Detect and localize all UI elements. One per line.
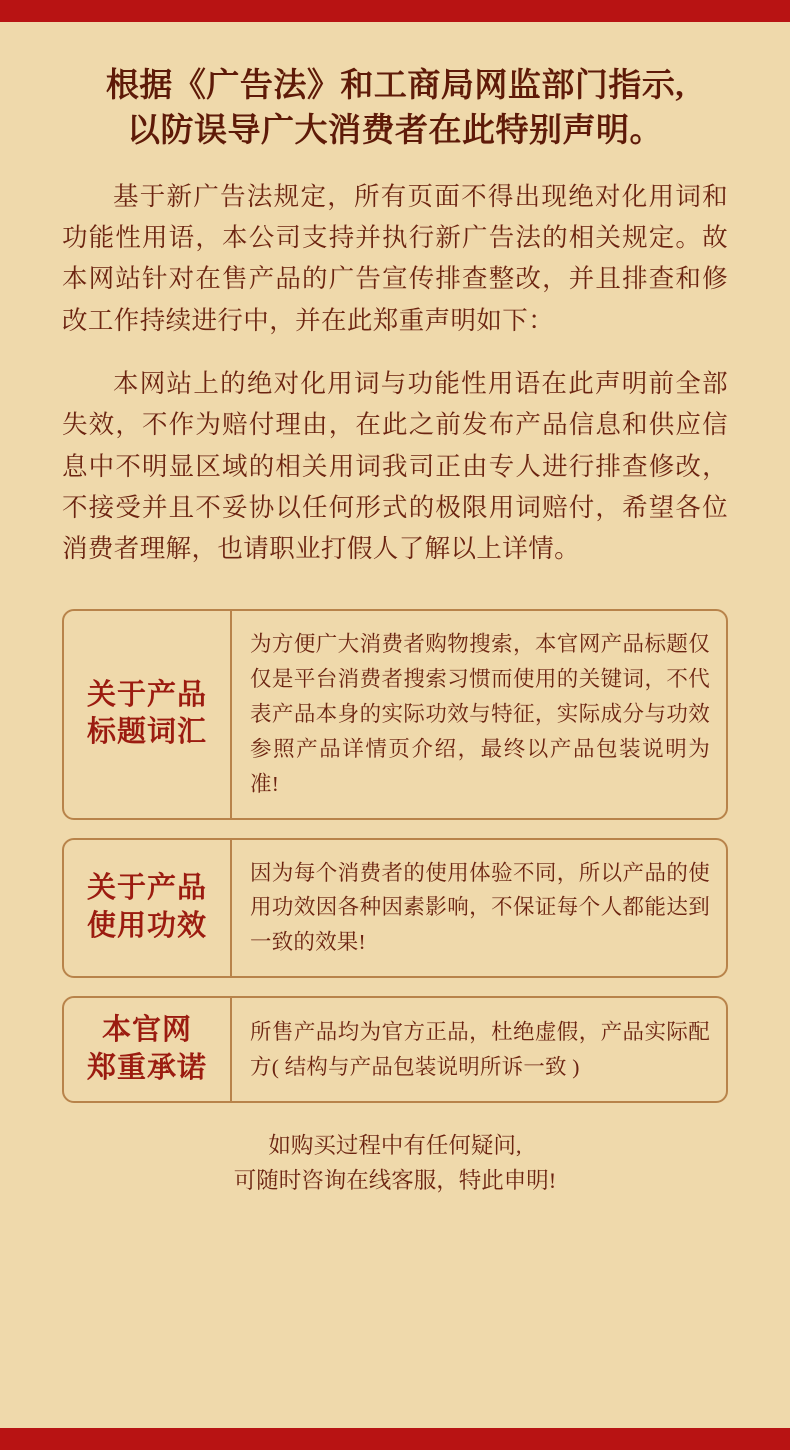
statement-card-title-line-1: 关于产品 <box>86 678 207 711</box>
statement-card-title-line-1: 关于产品 <box>86 872 207 905</box>
statement-card-title-line-2: 使用功效 <box>86 909 207 942</box>
statement-card-title <box>64 840 232 976</box>
footer-note <box>62 1129 728 1199</box>
statement-card-body: 因为每个消费者的使用体验不同，所以产品的使用功效因各种因素影响，不保证每个人都能达到一致的效果! <box>250 860 710 955</box>
statement-card-title <box>64 998 232 1101</box>
statement-card <box>62 838 728 978</box>
statement-card-title-line-2: 郑重承诺 <box>86 1051 207 1084</box>
top-red-bar <box>0 0 790 22</box>
footer-note-line-1: 如购买过程中有任何疑问, <box>268 1133 522 1159</box>
statement-card-body: 为方便广大消费者购物搜索，本官网产品标题仅仅是平台消费者搜索习惯而使用的关键词，不代表产品本身的实际功效与特征，实际成分与功效参照产品详情页介绍，最终以产品包装说明为准! <box>250 632 710 796</box>
statement-card-title-line-2: 标题词汇 <box>86 716 207 749</box>
bottom-red-bar <box>0 1428 790 1450</box>
statement-card <box>62 996 728 1103</box>
page-title <box>62 64 728 154</box>
page-title-line-2: 以防误导广大消费者在此特别声明。 <box>127 112 663 149</box>
statement-card <box>62 609 728 819</box>
footer-note-line-2: 可随时咨询在线客服，特此申明! <box>233 1168 557 1194</box>
page-content <box>0 22 790 1428</box>
page-title-line-1: 根据《广告法》和工商局网监部门指示, <box>105 68 685 104</box>
statement-card-title <box>64 611 232 817</box>
statement-paragraph-2: 本网站上的绝对化用词与功能性用语在此声明前全部失效，不作为赔付理由，在此之前发布产品信息和供应信息中不明显区域的相关用词我司正由专人进行排查修改，不接受并且不妥协以任何形式的极限用词赔付，希望各位消费者理解，也请职业打假人了解以上详情。 <box>62 368 728 564</box>
statement-paragraph-1: 基于新广告法规定，所有页面不得出现绝对化用词和功能性用语，本公司支持并执行新广告法的相关规定。故本网站针对在售产品的广告宣传排查整改，并且排查和修改工作持续进行中，并在此郑重声明如下： <box>62 181 728 335</box>
statement-card-title-line-1: 本官网 <box>101 1014 192 1047</box>
statement-card-body: 所售产品均为官方正品，杜绝虚假，产品实际配方( 结构与产品包装说明所诉一致 ) <box>250 1019 710 1079</box>
statement-card-list <box>62 609 728 1103</box>
